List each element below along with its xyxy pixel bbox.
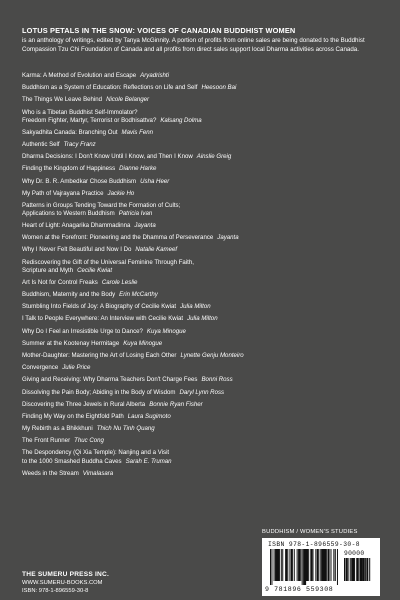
book-title: LOTUS PETALS IN THE SNOW: VOICES OF CANADIAN BUDDHIST WOMEN — [22, 26, 296, 35]
contents-item-title-continued: to the 1000 Smashed Buddha Caves — [22, 457, 122, 465]
contents-item-title: I Talk to People Everywhere: An Interview with Cecilie Kwiat — [22, 315, 184, 323]
contents-item-author: Usha Heer — [140, 177, 170, 185]
ean-bars — [270, 549, 338, 585]
publisher-url[interactable]: WWW.SUMERU-BOOKS.COM — [22, 580, 103, 586]
barcode-bar — [360, 558, 363, 581]
barcode-bar — [333, 549, 334, 581]
category-label: BUDDHISM / WOMEN'S STUDIES — [262, 529, 358, 535]
barcode-bar — [300, 549, 301, 581]
contents-item-title: Discovering the Three Jewels in Rural Alberta — [22, 400, 146, 408]
contents-item — [22, 328, 382, 336]
barcode-bar — [320, 549, 321, 581]
contents-item — [22, 315, 382, 323]
contents-item — [22, 190, 382, 198]
contents-item-author: Kuya Minogue — [123, 339, 163, 347]
contents-item — [22, 234, 382, 242]
contents-item-author: Lynette Genju Monteiro — [180, 351, 244, 359]
barcode-bar — [297, 549, 298, 581]
contents-item-title: Weeds in the Stream — [22, 469, 79, 477]
contents-item — [22, 246, 382, 254]
barcode — [262, 538, 380, 596]
contents-item — [22, 259, 382, 276]
contents-item — [22, 129, 382, 137]
barcode-bar — [278, 549, 280, 581]
barcode-bar — [271, 549, 272, 585]
contents-item-author: Patricia Ivan — [118, 210, 153, 218]
barcode-bar — [351, 558, 354, 581]
contents-item-author: Jayanta — [134, 222, 156, 230]
barcode-bar — [354, 558, 355, 581]
barcode-bar — [356, 558, 358, 581]
contents-item-title: Why I Never Felt Beautiful and Now I Do — [22, 246, 132, 254]
contents-item-author: Cecilie Kwiat — [77, 266, 113, 274]
contents-item-title: Buddhism, Maternity and the Body — [22, 291, 116, 298]
contents-item — [22, 291, 382, 299]
barcode-bar — [285, 549, 287, 581]
contents-item-author: Carole Leslie — [101, 278, 138, 286]
contents-item-title: Authentic Self — [22, 140, 60, 148]
contents-item — [22, 279, 382, 287]
barcode-bar — [303, 549, 306, 585]
contents-item — [22, 222, 382, 230]
contents-item-title: The Front Runner — [22, 437, 71, 445]
contents-item-title: Summer at the Kootenay Hermitage — [22, 339, 120, 347]
barcode-bar — [366, 558, 368, 581]
contents-item — [22, 376, 382, 384]
barcode-bar — [337, 549, 338, 585]
barcode-bar — [335, 549, 336, 581]
barcode-bar — [330, 549, 331, 581]
barcode-bar — [348, 558, 349, 581]
contents-item-author: Kuya Minogue — [146, 327, 186, 335]
contents-list — [22, 72, 382, 482]
contents-item-title: Who is a Tibetan Buddhist Self-Immolator? — [22, 108, 138, 116]
contents-item — [22, 153, 382, 161]
contents-item-author: Aryadrishti — [140, 72, 169, 79]
contents-item-title: Rediscovering the Gift of the Universal Feminine Through Faith, — [22, 258, 194, 266]
contents-item — [22, 202, 382, 219]
contents-item — [22, 141, 382, 149]
publisher-isbn: ISBN: 978-1-896559-30-8 — [22, 588, 89, 594]
contents-item-title: My Rebirth as a Bhikkhuni — [22, 425, 93, 433]
barcode-bar — [291, 549, 293, 581]
contents-item — [22, 389, 382, 397]
barcode-bar — [289, 549, 290, 581]
barcode-bar — [324, 549, 326, 581]
contents-item-title: Sakyadhita Canada: Branching Out — [22, 128, 118, 136]
barcode-bar — [310, 549, 312, 581]
contents-item-line2 — [22, 267, 382, 275]
barcode-bar — [298, 549, 300, 581]
contents-item — [22, 401, 382, 409]
contents-item-title: Giving and Receiving: Why Dharma Teachers Don't Charge Fees — [22, 376, 198, 384]
barcode-bar — [312, 549, 313, 581]
barcode-bar — [302, 549, 303, 585]
contents-item — [22, 84, 382, 92]
contents-item-author: Tracy Franz — [63, 140, 96, 148]
barcode-bar — [315, 549, 316, 581]
contents-item-author: Laura Sugimoto — [127, 412, 171, 420]
contents-item-author: Natalie Kameef — [135, 246, 178, 254]
contents-item-author: Erin McCarthy — [119, 291, 158, 298]
contents-item-author: Heesoon Bai — [201, 84, 237, 92]
contents-item — [22, 437, 382, 445]
contents-item — [22, 96, 382, 104]
contents-item-title: My Path of Vajrayana Practice — [22, 189, 104, 197]
contents-item-title: Stumbling Into Fields of Joy: A Biography of Cecilie Kwiat — [22, 303, 177, 311]
contents-item — [22, 352, 382, 360]
addon-bars — [344, 558, 374, 585]
barcode-price-code: 90000 — [344, 550, 365, 557]
barcode-bar — [294, 549, 295, 581]
contents-item-title: Dharma Decisions: I Don't Know Until I Know, and Then I Know — [22, 153, 193, 161]
contents-item — [22, 449, 382, 466]
contents-item-title-continued: Applications to Western Buddhism — [22, 210, 115, 218]
barcode-digits: 9 781896 559308 — [265, 586, 334, 593]
contents-item — [22, 425, 382, 433]
barcode-bar — [350, 558, 351, 581]
contents-item-title: Art Is Not for Control Freaks — [22, 278, 98, 286]
contents-item-author: Julia Milton — [187, 315, 218, 323]
contents-item-title: Finding the Kingdom of Happiness — [22, 165, 116, 173]
contents-item-title: Heart of Light: Anagarika Dhammadinna — [22, 222, 131, 230]
contents-item — [22, 413, 382, 421]
contents-item-author: Vimalasara — [82, 469, 114, 477]
contents-item-author: Sarah E. Truman — [125, 457, 172, 465]
barcode-bar — [321, 549, 324, 581]
barcode-bar — [281, 549, 282, 581]
contents-item-line2 — [22, 458, 382, 466]
contents-item-author: Julia Milton — [180, 303, 211, 311]
contents-item-author: Mavis Fenn — [121, 128, 154, 136]
contents-item-author: Daryl Lynn Ross — [179, 388, 225, 396]
barcode-bar — [308, 549, 309, 581]
barcode-bar — [328, 549, 330, 581]
contents-item-line2 — [22, 117, 382, 125]
contents-item-author: Jackie Ho — [107, 189, 135, 197]
barcode-bar — [306, 549, 308, 581]
contents-item-author: Bonni Ross — [201, 376, 233, 384]
contents-item-author: Julie Price — [62, 364, 91, 372]
contents-item — [22, 470, 382, 478]
contents-item-author: Kalsang Dolma — [160, 116, 202, 124]
publisher-name: THE SUMERU PRESS INC. — [22, 571, 109, 578]
contents-item — [22, 165, 382, 173]
contents-item-title: Convergence — [22, 364, 59, 372]
contents-item-title: Karma: A Method of Evolution and Escape — [22, 72, 137, 79]
barcode-bar — [369, 558, 370, 581]
contents-item-author: Bonnie Ryan Fisher — [149, 400, 203, 408]
contents-item-title: Why Dr. B. R. Ambedkar Chose Buddhism — [22, 177, 137, 185]
contents-item-title-continued: Scripture and Myth — [22, 266, 74, 274]
barcode-bar — [270, 549, 271, 585]
book-intro: is an anthology of writings, edited by Tanya McGinnity. A portion of profits from online sales are being donated to the Buddhist Compassion Tzu Chi Foundation of Canada and all profits from direct sales support local Dharma activities across Canada. — [22, 37, 365, 53]
barcode-bar — [287, 549, 288, 581]
contents-item-title: Women at the Forefront: Pioneering and the Dhamma of Perseverance — [22, 234, 214, 242]
contents-item-line2 — [22, 210, 382, 218]
barcode-bar — [345, 558, 347, 581]
contents-item — [22, 364, 382, 372]
contents-item-title: Patterns in Groups Tending Toward the Formation of Cults; — [22, 201, 181, 209]
contents-item-title: The Things We Leave Behind — [22, 96, 103, 104]
contents-item-author: Dianne Harke — [119, 165, 157, 173]
contents-item-author: Jayanta — [217, 234, 239, 242]
contents-item-title: Why Do I Feel an Irresistible Urge to Dance? — [22, 327, 143, 335]
barcode-isbn: ISBN 978-1-896559-30-8 — [268, 541, 360, 548]
contents-item-title: The Despondency (Qi Xia Temple): Nanjing and a Visit — [22, 449, 170, 457]
contents-item-author: Thich Nu Tinh Quang — [96, 425, 155, 433]
contents-item-title: Mother-Daughter: Mastering the Art of Losing Each Other — [22, 351, 177, 359]
contents-item-title: Finding My Way on the Eightfold Path — [22, 412, 124, 420]
barcode-bar — [317, 549, 319, 581]
contents-item — [22, 178, 382, 186]
contents-item-title-continued: Freedom Fighter, Martyr, Terrorist or Bodhisattva? — [22, 116, 157, 124]
barcode-bar — [344, 558, 345, 581]
barcode-bar — [365, 558, 366, 581]
contents-item — [22, 109, 382, 126]
barcode-bar — [358, 558, 359, 581]
contents-item-title: Buddhism as a System of Education: Reflections on Life and Self — [22, 84, 198, 92]
contents-item — [22, 340, 382, 348]
barcode-bar — [275, 549, 278, 581]
contents-item-author: Nicole Belanger — [106, 96, 150, 104]
contents-item — [22, 72, 382, 80]
contents-item — [22, 303, 382, 311]
contents-item-author: Thuc Cong — [74, 437, 104, 445]
contents-item-title: Dissolving the Pain Body; Abiding in the Body of Wisdom — [22, 388, 176, 396]
barcode-bar — [363, 558, 365, 581]
barcode-bar — [326, 549, 327, 581]
barcode-bar — [274, 549, 275, 581]
barcode-bar — [282, 549, 283, 581]
contents-item-author: Ainslie Greig — [196, 153, 232, 161]
